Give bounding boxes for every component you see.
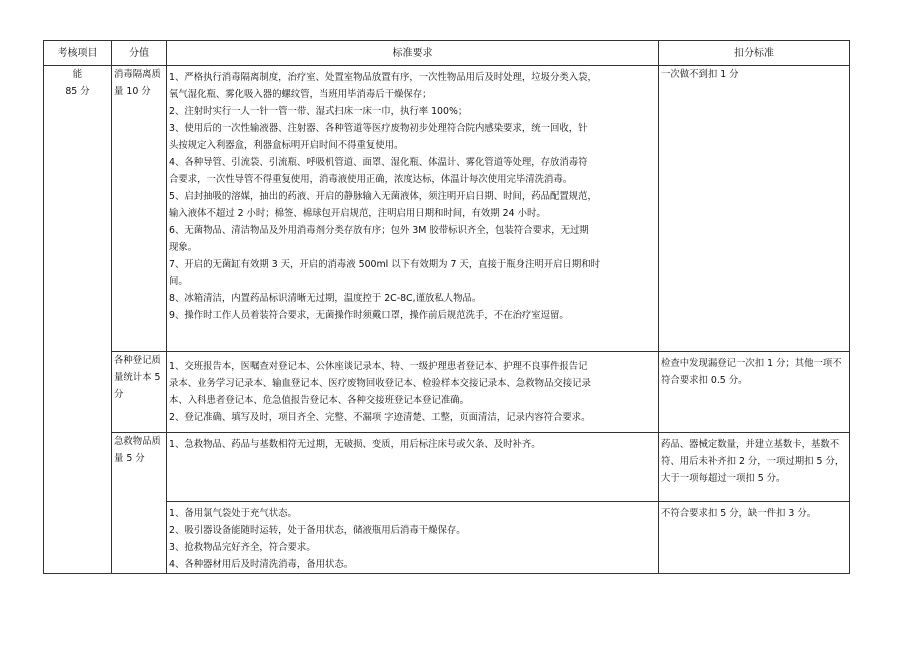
requirement-line: 4、各种器材用后及时清洗消毒，备用状态。 (169, 559, 354, 570)
requirement-line: 头按规定入利器盒，利器盒标明开启时间不得重复使用。 (169, 140, 404, 151)
requirement-line: 输入液体不超过 2 小时；棉签、棉球包开启规范，注明启用日期和时间，有效期 24 小时。 (169, 208, 546, 219)
section-deduction-emergency-a (659, 433, 850, 502)
header-item: 考核项目 (44, 41, 112, 66)
section-name-disinfection: 消毒隔离质量 10 分 (112, 66, 167, 352)
requirement-line: 8、冰箱清洁，内置药品标识清晰无过期，温度控于 2C-8C,谨放私人物品。 (169, 293, 482, 304)
table-row (44, 433, 850, 502)
header-standard: 标准要求 (167, 41, 659, 66)
section-requirements-disinfection (167, 66, 659, 352)
requirement-line: 4、各种导管、引流袋、引流瓶、呼吸机管道、面罩、湿化瓶、体温计、雾化管道等处理，存放消毒符 (169, 157, 588, 168)
requirement-line: 氧气湿化瓶、雾化吸入器的螺纹管，当班用毕消毒后干燥保存； (169, 89, 432, 100)
section-name-emergency: 急救物品质量 5 分 (112, 433, 167, 574)
section-deduction-registers (659, 352, 850, 433)
requirement-line: 1、急救物品、药品与基数相符无过期，无破损、变质，用后标注床号或欠条、及时补齐。 (169, 439, 541, 450)
category-cell (44, 66, 112, 574)
requirement-line: 合要求，一次性导管不得重复使用，消毒液使用正确，浓度达标，体温计每次使用完毕清洗消毒。 (169, 174, 573, 185)
section-deduction-disinfection: 一次做不到扣 1 分 (659, 66, 850, 352)
section-requirements-registers (167, 352, 659, 433)
deduction-text: 检查中发现漏登记一次扣 1 分；其他一项不符合要求扣 0.5 分。 (661, 358, 842, 386)
section-requirements-emergency-b (167, 502, 659, 574)
section-requirements-emergency-a (167, 433, 659, 502)
section-name-registers: 各种登记质量统计本 5 分 (112, 352, 167, 433)
requirement-line: 5、启封抽吸的溶媒，抽出的药液、开启的静脉输入无菌液体，须注明开启日期、时间，药品配置规范， (169, 191, 597, 202)
deduction-text: 药品、器械定数量，并建立基数卡，基数不符、用后未补齐扣 2 分，一项过期扣 5 分，大于一项每超过一项扣 5 分。 (661, 439, 845, 484)
requirement-line: 2、注射时实行一人一针一管一带、湿式扫床一床一巾，执行率 100%； (169, 106, 468, 117)
category-score: 85 分 (65, 86, 90, 97)
table-row (44, 352, 850, 433)
requirement-line: 录本、业务学习记录本、输血登记本、医疗废物回收登记本、检验样本交接记录本、急救物品交接记录 (169, 378, 591, 389)
requirement-line: 7、开启的无菌缸有效期 3 天，开启的消毒液 500ml 以下有效期为 7 天，直接于瓶身注明开启日期和时 (169, 259, 601, 270)
requirement-line: 1、备用氯气袋处于充气状态。 (169, 508, 297, 519)
section-deduction-emergency-b (659, 502, 850, 574)
requirement-line: 本、入科患者登记本、危急值报告登记本、各种交接班登记本登记准确。 (169, 395, 470, 406)
requirement-line: 6、无菌物品、清洁物品及外用消毒剂分类存放有序；包外 3M 胶带标识齐全，包装符合要求，无过期 (169, 225, 589, 236)
requirement-line: 1、交班报告本，医嘱查对登记本、公休座谈记录本、特、一级护理患者登记本、护理不良事件报告记 (169, 361, 588, 372)
requirement-line: 间。 (169, 276, 188, 287)
requirement-line: 现象。 (169, 242, 198, 253)
header-deduction: 扣分标准 (659, 41, 850, 66)
header-score: 分值 (112, 41, 167, 66)
requirement-line: 3、抢救物品完好齐全，符合要求。 (169, 542, 316, 553)
requirement-line: 2、吸引器设备能随时运转，处于备用状态，储液瓶用后消毒干燥保存。 (169, 525, 466, 536)
requirement-line: 9、操作时工作人员着装符合要求，无菌操作时须戴口罩，操作前后规范洗手，不在治疗室逗留。 (169, 310, 569, 321)
category-name: 能 (72, 69, 83, 80)
requirement-line: 3、使用后的一次性输液器、注射器、各种管道等医疗废物初步处理符合院内感染要求，统一回收，针 (169, 123, 588, 134)
table-row (44, 66, 850, 352)
header-row (44, 41, 850, 66)
deduction-text: 不符合要求扣 5 分，缺一件扣 3 分。 (661, 508, 817, 519)
assessment-table (43, 40, 850, 574)
requirement-line: 1、严格执行消毒隔离制度，治疗室、处置室物品放置有序，一次性物品用后及时处理，垃圾分类入袋， (169, 72, 597, 83)
requirement-line: 2、登记准确、填写及时，项目齐全、完整、不漏项 字迹清楚、工整，页面清洁，记录内容符合要求。 (169, 412, 591, 423)
